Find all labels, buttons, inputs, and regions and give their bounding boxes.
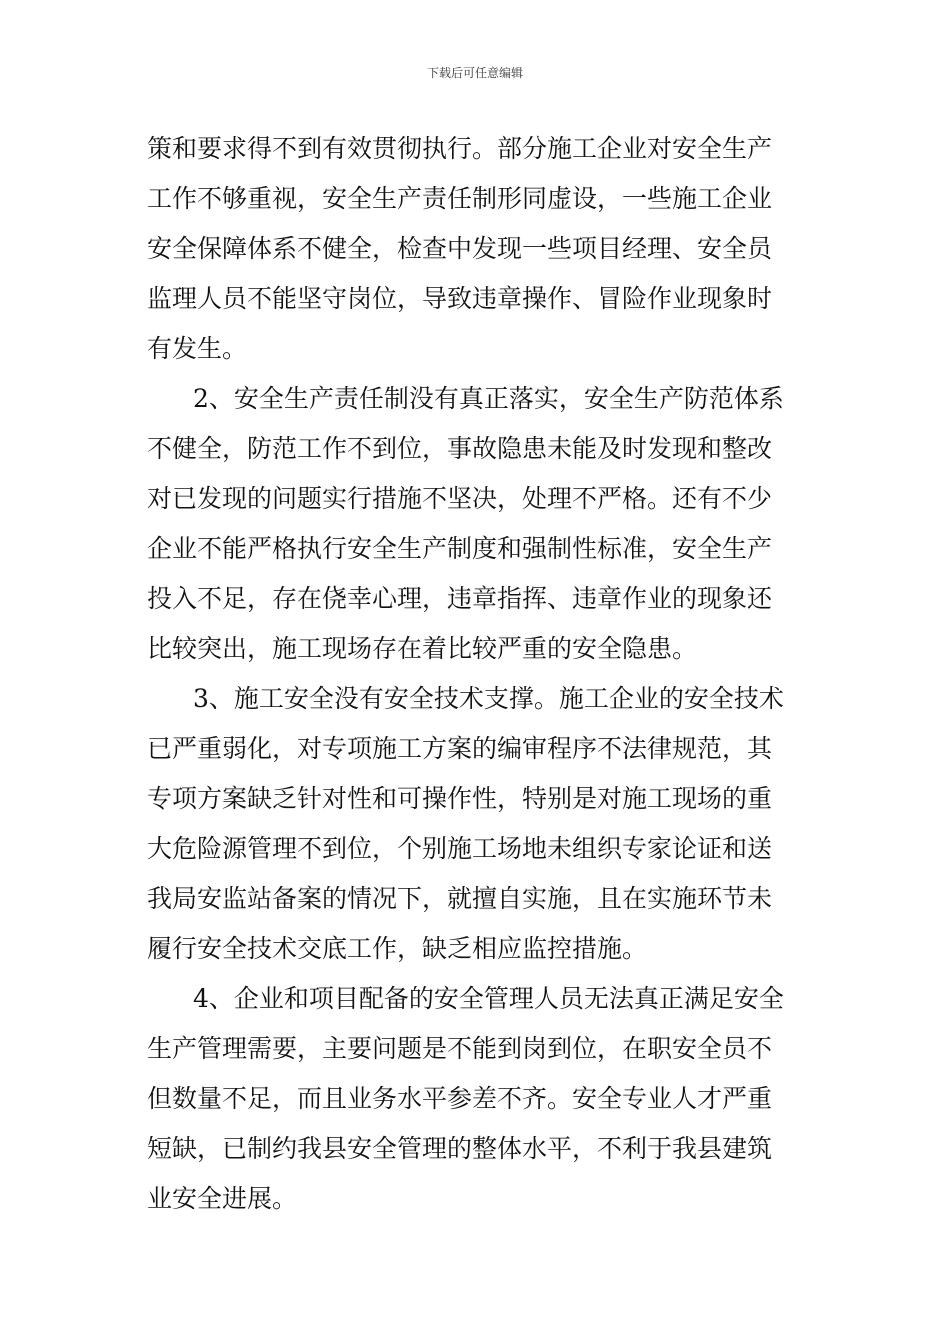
text-line: 4、企业和项目配备的安全管理人员无法真正满足安全 [193,984,784,1013]
text-line: 工作不够重视，安全生产责任制形同虚设，一些施工企业 [147,184,773,213]
paragraph-item-2 [147,374,807,674]
text-line: 已严重弱化，对专项施工方案的编审程序不法律规范，其 [147,734,773,763]
text-line: 业安全进展。 [147,1184,298,1213]
text-line: 有发生。 [147,334,248,363]
text-line: 安全保障体系不健全，检查中发现一些项目经理、安全员 [147,234,773,263]
text-line: 投入不足，存在侥幸心理，违章指挥、违章作业的现象还 [147,584,773,613]
text-line: 专项方案缺乏针对性和可操作性，特别是对施工现场的重 [147,784,773,813]
text-line: 策和要求得不到有效贯彻执行。部分施工企业对安全生产 [147,134,773,163]
text-line: 3、施工安全没有安全技术支撑。施工企业的安全技术 [193,684,784,713]
text-line: 大危险源管理不到位，个别施工场地未组织专家论证和送 [147,834,773,863]
text-line: 短缺，已制约我县安全管理的整体水平，不利于我县建筑 [147,1134,773,1163]
page-header: 下载后可任意编辑 [426,66,523,80]
text-line: 企业不能严格执行安全生产制度和强制性标准，安全生产 [147,534,773,563]
paragraph-continued [147,124,807,374]
paragraph-item-4 [147,974,807,1224]
text-line: 生产管理需要，主要问题是不能到岗到位，在职安全员不 [147,1034,773,1063]
document-body [147,124,807,1224]
text-line: 2、安全生产责任制没有真正落实，安全生产防范体系 [193,384,784,413]
text-line: 监理人员不能坚守岗位，导致违章操作、冒险作业现象时 [147,284,773,313]
text-line: 我局安监站备案的情况下，就擅自实施，且在实施环节未 [147,884,773,913]
text-line: 对已发现的问题实行措施不坚决，处理不严格。还有不少 [147,484,773,513]
text-line: 但数量不足，而且业务水平参差不齐。安全专业人才严重 [147,1084,773,1113]
text-line: 比较突出，施工现场存在着比较严重的安全隐患。 [147,634,698,663]
text-line: 履行安全技术交底工作，缺乏相应监控措施。 [147,934,648,963]
paragraph-item-3 [147,674,807,974]
text-line: 不健全，防范工作不到位，事故隐患未能及时发现和整改 [147,434,773,463]
